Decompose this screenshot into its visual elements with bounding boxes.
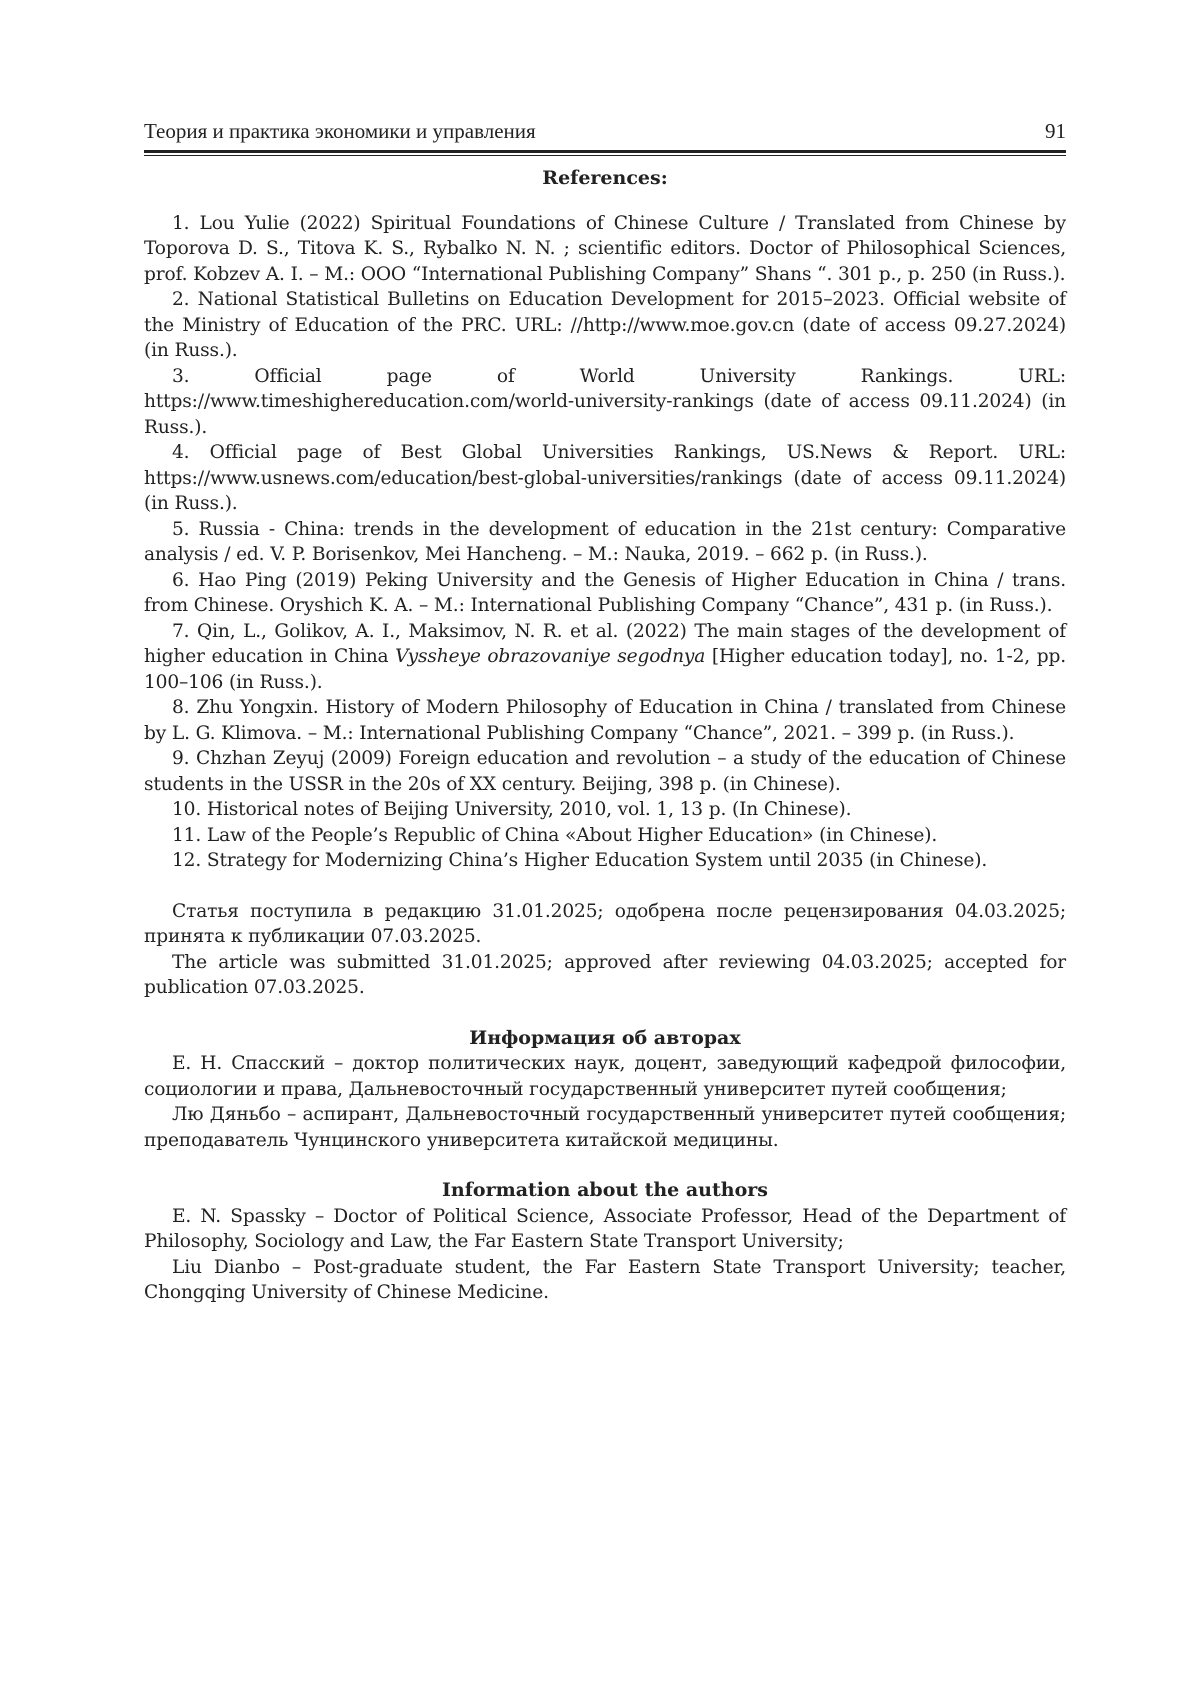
reference-item: 5. Russia - China: trends in the development of education in the 21st century: Comparative analysis / ed. V. P. Borisenkov, Mei Hancheng. – M.: Nauka, 2019. – 662 p. (in Russ.). bbox=[144, 518, 1066, 565]
page-number: 91 bbox=[1045, 119, 1066, 143]
reference-text: [Higher education today], no. 1-2, pp. 100–106 (in Russ.). bbox=[144, 646, 1066, 693]
reference-item: 4. Official page of Best Global Universities Rankings, US.News & Report. URL: https://www.usnews.com/education/best-global-universities/rankings (date of access 09.11.2024) (in Russ.). bbox=[144, 442, 1066, 514]
references-list bbox=[144, 211, 1066, 874]
reference-item: 12. Strategy for Modernizing China’s Higher Education System until 2035 (in Chinese). bbox=[172, 850, 988, 871]
running-header bbox=[144, 118, 1066, 150]
reference-item: 11. Law of the People’s Republic of China «About Higher Education» (in Chinese). bbox=[172, 824, 938, 846]
submission-note-en: The article was submitted 31.01.2025; approved after reviewing 04.03.2025; accepted for publication 07.03.2025. bbox=[144, 951, 1066, 998]
reference-item: 3. Official page of World University Rankings. URL: https://www.timeshighereducation.com/world-university-rankings (date of access 09.11.2024) (in Russ.). bbox=[144, 365, 1066, 438]
authors-en-title: Information about the authors bbox=[442, 1179, 768, 1201]
reference-text: 7. Qin, L., Golikov, A. I., Maksimov, N. R. et al. (2022) The main stages of the development of higher education in China bbox=[144, 620, 1066, 667]
references-title: References: bbox=[542, 167, 668, 189]
reference-item: 2. National Statistical Bulletins on Education Development for 2015–2023. Official website of the Ministry of Education of the PRC. URL: //http://www.moe.gov.cn (date of access 09.27.2024) (in Russ.). bbox=[144, 289, 1066, 361]
reference-item: 10. Historical notes of Beijing University, 2010, vol. 1, 13 p. (In Chinese). bbox=[172, 799, 852, 820]
author-info-ru: Лю Дяньбо – аспирант, Дальневосточный государственный университет путей сообщения; преподаватель Чунцинского университета китайской медицины. bbox=[144, 1104, 1066, 1151]
reference-item: 6. Hao Ping (2019) Peking University and the Genesis of Higher Education in China / trans. from Chinese. Oryshich K. A. – M.: International Publishing Company “Chance”, 431 p. (in Russ.). bbox=[144, 569, 1066, 616]
page-content bbox=[144, 118, 1066, 1306]
author-info-ru: Е. Н. Спасский – доктор политических наук, доцент, заведующий кафедрой философии, социологии и права, Дальневосточный государственный университет путей сообщения; bbox=[144, 1053, 1066, 1100]
header-rule-thin bbox=[144, 155, 1066, 156]
reference-item: 8. Zhu Yongxin. History of Modern Philosophy of Education in China / translated from Chinese by L. G. Klimova. – M.: International Publishing Company “Chance”, 2021. – 399 p. (in Russ.). bbox=[144, 697, 1066, 744]
authors-ru-title: Информация об авторах bbox=[469, 1026, 741, 1049]
reference-item: 9. Chzhan Zeyuj (2009) Foreign education and revolution – a study of the education of Chinese students in the USSR in the 20s of XX century. Beijing, 398 p. (in Chinese). bbox=[144, 748, 1066, 795]
reference-item bbox=[144, 619, 1066, 696]
submission-note-ru: Статья поступила в редакцию 31.01.2025; одобрена после рецензирования 04.03.2025; принята к публикации 07.03.2025. bbox=[144, 900, 1066, 947]
reference-item: 1. Lou Yulie (2022) Spiritual Foundations of Chinese Culture / Translated from Chinese by Toporova D. S., Titova K. S., Rybalko N. N. ; scientific editors. Doctor of Philosophical Sciences, prof. Kobzev A. I. – M.: OOO “International Publishing Company” Shans “. 301 p., p. 250 (in Russ.). bbox=[144, 212, 1066, 285]
author-info-en: E. N. Spassky – Doctor of Political Science, Associate Professor, Head of the Department of Philosophy, Sociology and Law, the Far Eastern State Transport University; bbox=[144, 1205, 1066, 1252]
author-info-en: Liu Dianbo – Post-graduate student, the Far Eastern State Transport University; teacher, Chongqing University of Chinese Medicine. bbox=[144, 1256, 1066, 1303]
reference-journal-title: Vyssheye obrazovaniye segodnya bbox=[395, 646, 706, 667]
journal-title: Теория и практика экономики и управления bbox=[144, 119, 536, 143]
